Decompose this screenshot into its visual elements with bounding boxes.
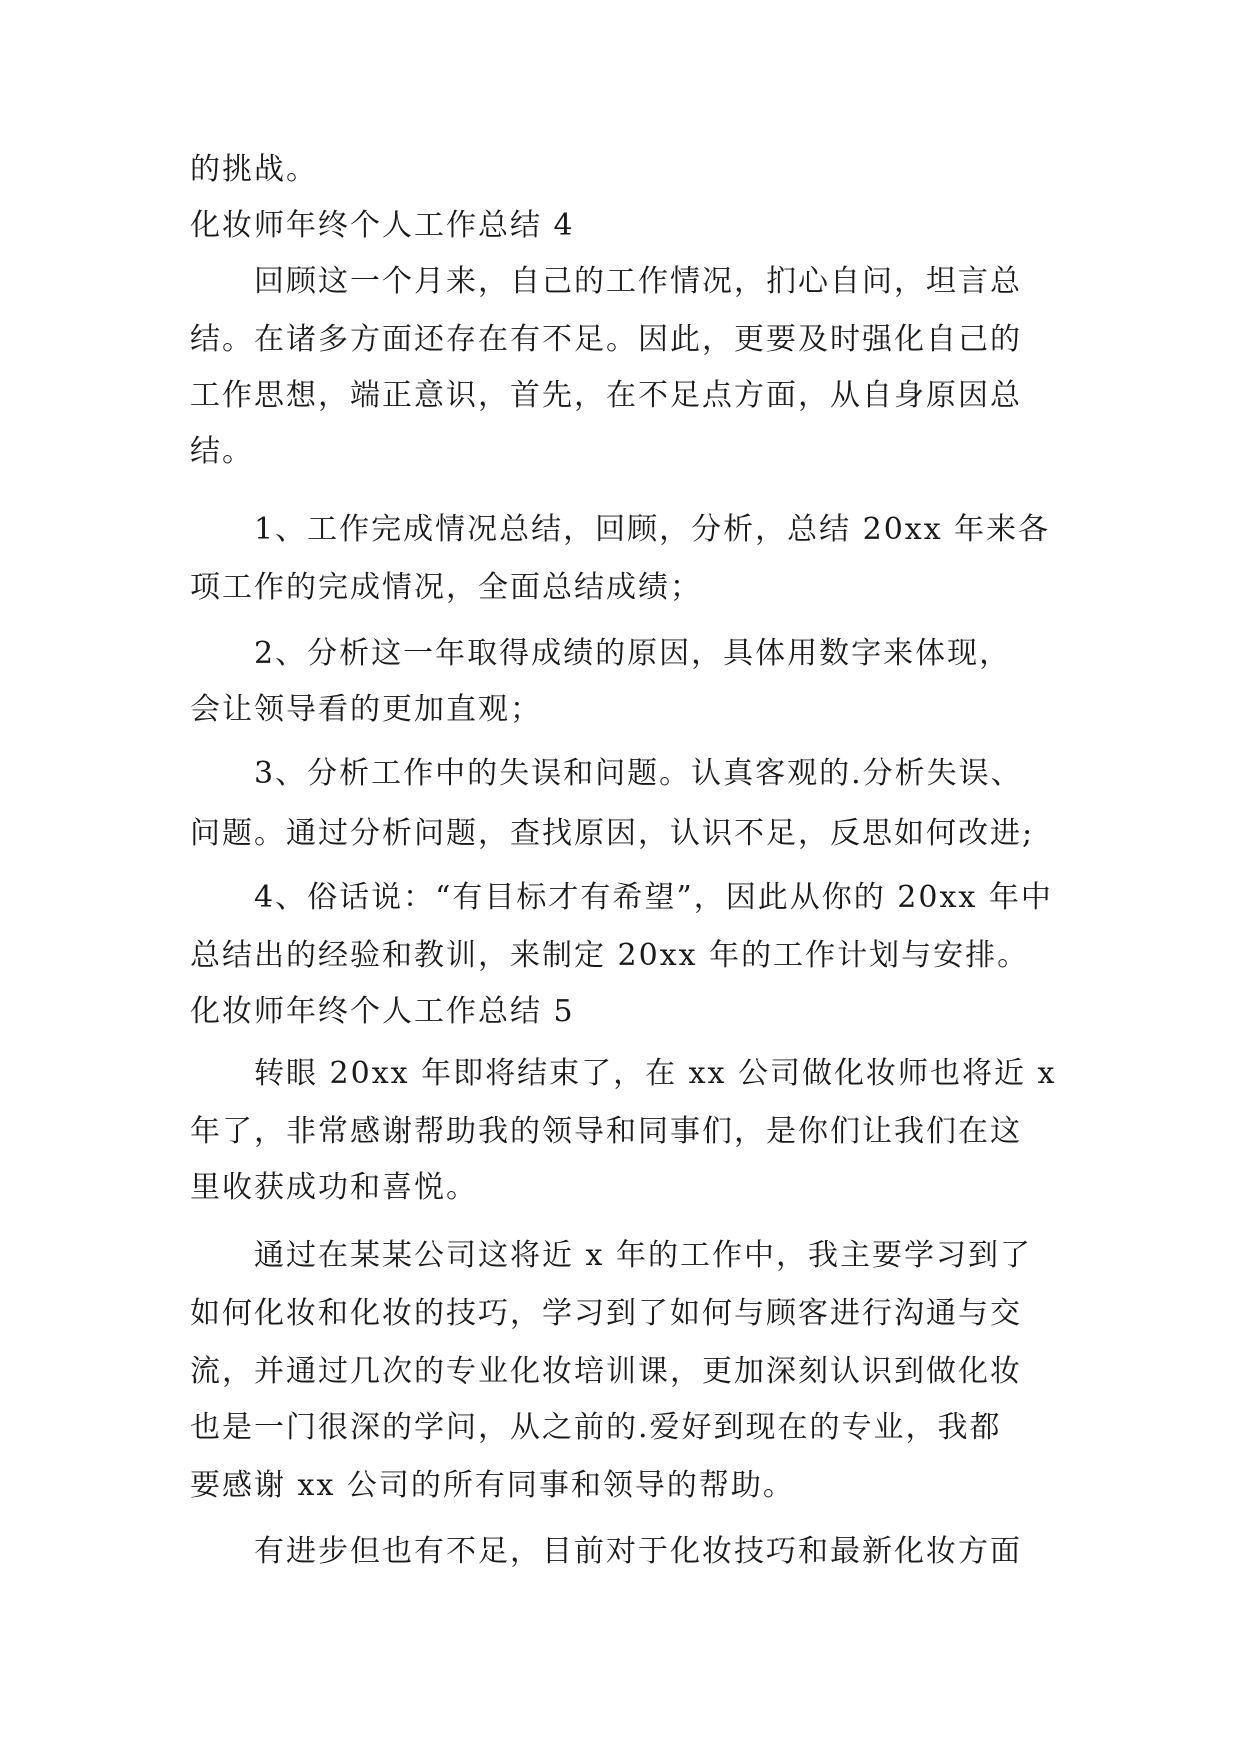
paragraph-line: 工作思想，端正意识，首先，在不足点方面，从自身原因总 (190, 378, 1022, 413)
paragraph-line: 通过在某某公司这将近 x 年的工作中，我主要学习到了 (254, 1238, 1032, 1273)
paragraph-line: 流，并通过几次的专业化妆培训课，更加深刻认识到做化妆 (190, 1354, 1022, 1389)
list-item-line: 总结出的经验和教训，来制定 20xx 年的工作计划与安排。 (190, 938, 1030, 973)
list-item-line: 3、分析工作中的失误和问题。认真客观的.分析失误、 (254, 756, 1023, 791)
paragraph-line: 年了，非常感谢帮助我的领导和同事们，是你们让我们在这 (190, 1114, 1022, 1149)
paragraph-line: 回顾这一个月来，自己的工作情况，扪心自问，坦言总 (254, 264, 1022, 299)
section-heading: 化妆师年终个人工作总结 5 (190, 994, 575, 1029)
list-item-line: 2、分析这一年取得成绩的原因，具体用数字来体现， (254, 636, 1012, 671)
paragraph-line: 也是一门很深的学问，从之前的.爱好到现在的专业，我都 (190, 1410, 1002, 1445)
paragraph-line: 转眼 20xx 年即将结束了，在 xx 公司做化妆师也将近 x (254, 1056, 1057, 1091)
paragraph-line: 如何化妆和化妆的技巧，学习到了如何与顾客进行沟通与交 (190, 1296, 1022, 1331)
list-item-line: 1、工作完成情况总结，回顾，分析，总结 20xx 年来各 (254, 512, 1051, 547)
list-item-line: 问题。通过分析问题，查找原因，认识不足，反思如何改进; (190, 816, 1035, 851)
paragraph-line: 的挑战。 (190, 152, 318, 187)
list-item-line: 4、俗话说：“有目标才有希望”，因此从你的 20xx 年中 (254, 880, 1053, 915)
paragraph-line: 结。 (190, 434, 254, 469)
paragraph-line: 结。在诸多方面还存在有不足。因此，更要及时强化自己的 (190, 322, 1022, 357)
section-heading: 化妆师年终个人工作总结 4 (190, 208, 575, 243)
paragraph-line: 里收获成功和喜悦。 (190, 1170, 478, 1205)
paragraph-line: 要感谢 xx 公司的所有同事和领导的帮助。 (190, 1468, 795, 1503)
list-item-line: 会让领导看的更加直观； (190, 692, 542, 727)
list-item-line: 项工作的完成情况，全面总结成绩； (190, 570, 702, 605)
paragraph-line: 有进步但也有不足，目前对于化妆技巧和最新化妆方面 (254, 1534, 1022, 1569)
